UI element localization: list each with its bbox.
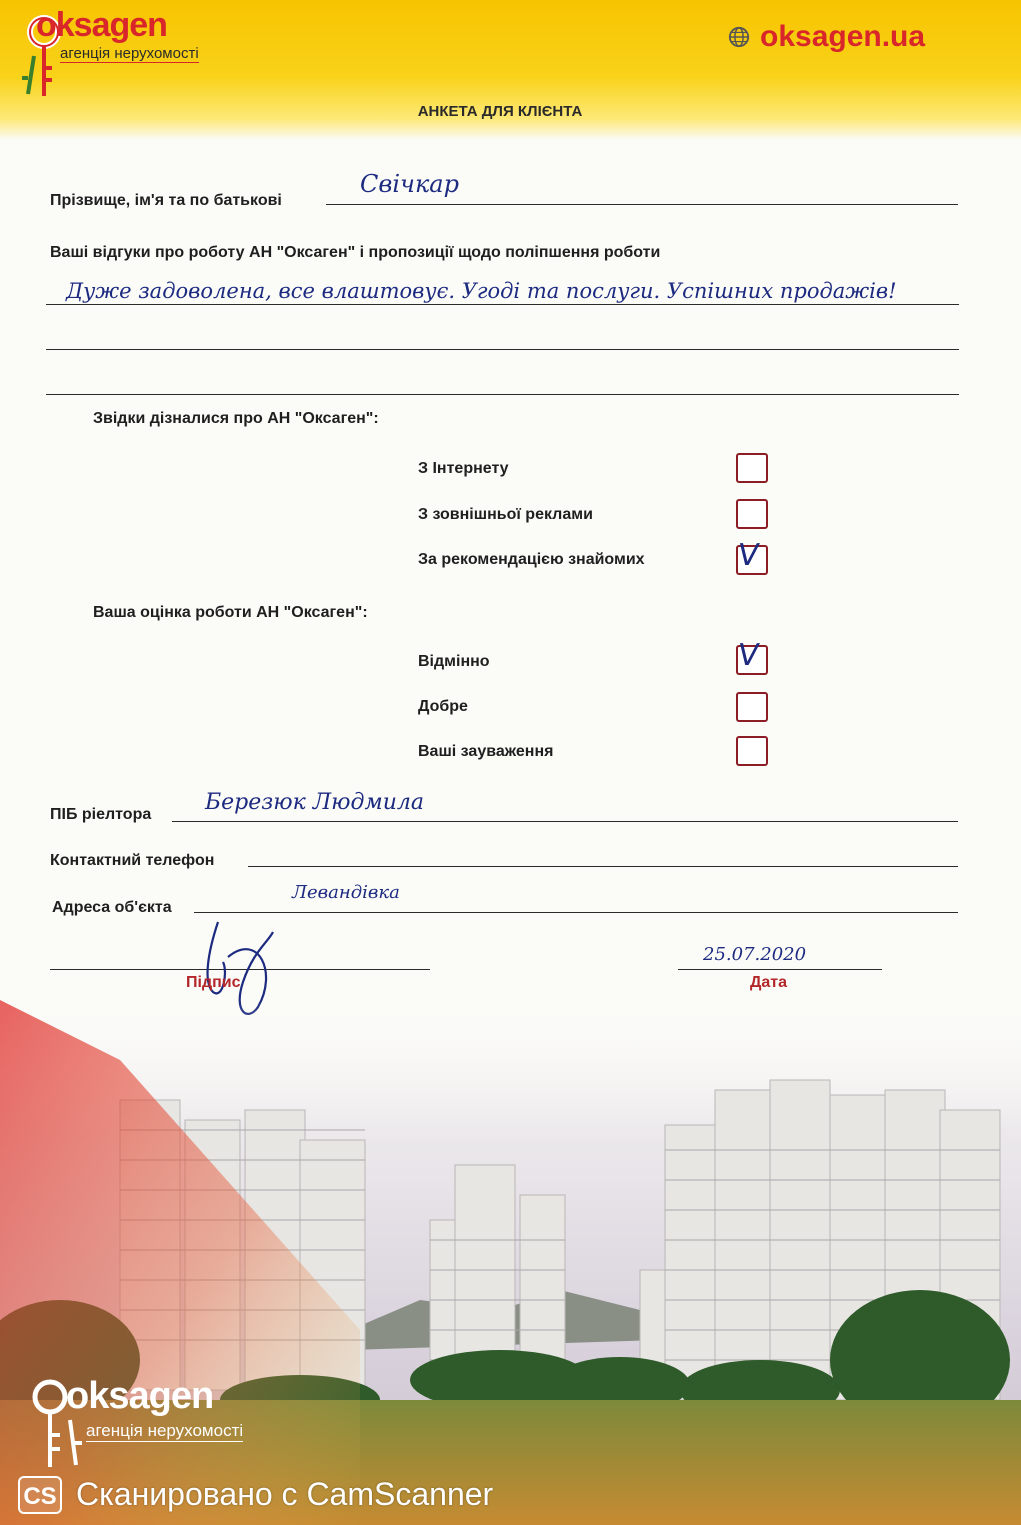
name-line: [326, 204, 958, 205]
rating-option-excellent: Відмінно: [418, 653, 490, 670]
camscanner-icon: CS: [18, 1476, 62, 1514]
realtor-line: [172, 821, 958, 822]
footer-brand-name: oksagen: [66, 1375, 214, 1417]
phone-label: Контактний телефон: [50, 852, 215, 869]
source-option-outdoor: З зовнішньої реклами: [418, 506, 593, 523]
form-title: АНКЕТА ДЛЯ КЛІЄНТА: [417, 103, 583, 120]
rating-excellent-check-mark: V: [735, 638, 761, 673]
source-option-internet: З Інтернету: [418, 460, 509, 477]
address-value[interactable]: Левандівка: [292, 882, 400, 903]
website-text: oksagen.ua: [760, 20, 926, 53]
realtor-value[interactable]: Березюк Людмила: [205, 790, 424, 815]
header-band: [0, 0, 1021, 140]
residential-towers-photo: [0, 1000, 1021, 1525]
globe-icon: [728, 26, 750, 48]
date-line: [678, 969, 882, 970]
feedback-line-2: [46, 349, 959, 350]
rating-label: Ваша оцінка роботи АН "Оксаген":: [93, 604, 368, 621]
name-value[interactable]: Свічкар: [360, 170, 459, 198]
signature-label: Підпис: [186, 974, 241, 991]
feedback-value[interactable]: Дуже задоволена, все влаштовує. Угоді та послуги. Успішних продажів!: [66, 279, 897, 303]
address-label: Адреса об'єкта: [52, 899, 172, 916]
source-option-recommendation: За рекомендацією знайомих: [418, 551, 645, 568]
date-value[interactable]: 25.07.2020: [703, 944, 807, 965]
brand-subtitle: агенція нерухомості: [60, 45, 199, 62]
camscanner-text: Сканировано с CamScanner: [76, 1476, 494, 1512]
date-label: Дата: [750, 974, 788, 991]
brand-name: oksagen: [36, 6, 167, 44]
feedback-line-3: [46, 394, 959, 395]
source-outdoor-checkbox[interactable]: [736, 499, 768, 529]
source-recommendation-check-mark: V: [735, 538, 761, 573]
camscanner-watermark: [18, 1472, 578, 1518]
rating-option-good: Добре: [418, 698, 468, 715]
feedback-line-1: [46, 304, 959, 305]
source-label: Звідки дізналися про АН "Оксаген":: [93, 410, 379, 427]
address-line: [194, 912, 958, 913]
rating-option-remarks: Ваші зауваження: [418, 743, 554, 760]
name-label: Прізвище, ім'я та по батькові: [50, 192, 282, 209]
rating-good-checkbox[interactable]: [736, 692, 768, 722]
feedback-label: Ваші відгуки про роботу АН "Оксаген" і пропозиції щодо поліпшення роботи: [50, 244, 661, 261]
rating-remarks-checkbox[interactable]: [736, 736, 768, 766]
source-internet-checkbox[interactable]: [736, 453, 768, 483]
realtor-label: ПІБ ріелтора: [50, 806, 152, 823]
footer-brand-subtitle: агенція нерухомості: [86, 1421, 244, 1440]
phone-line: [248, 866, 958, 867]
